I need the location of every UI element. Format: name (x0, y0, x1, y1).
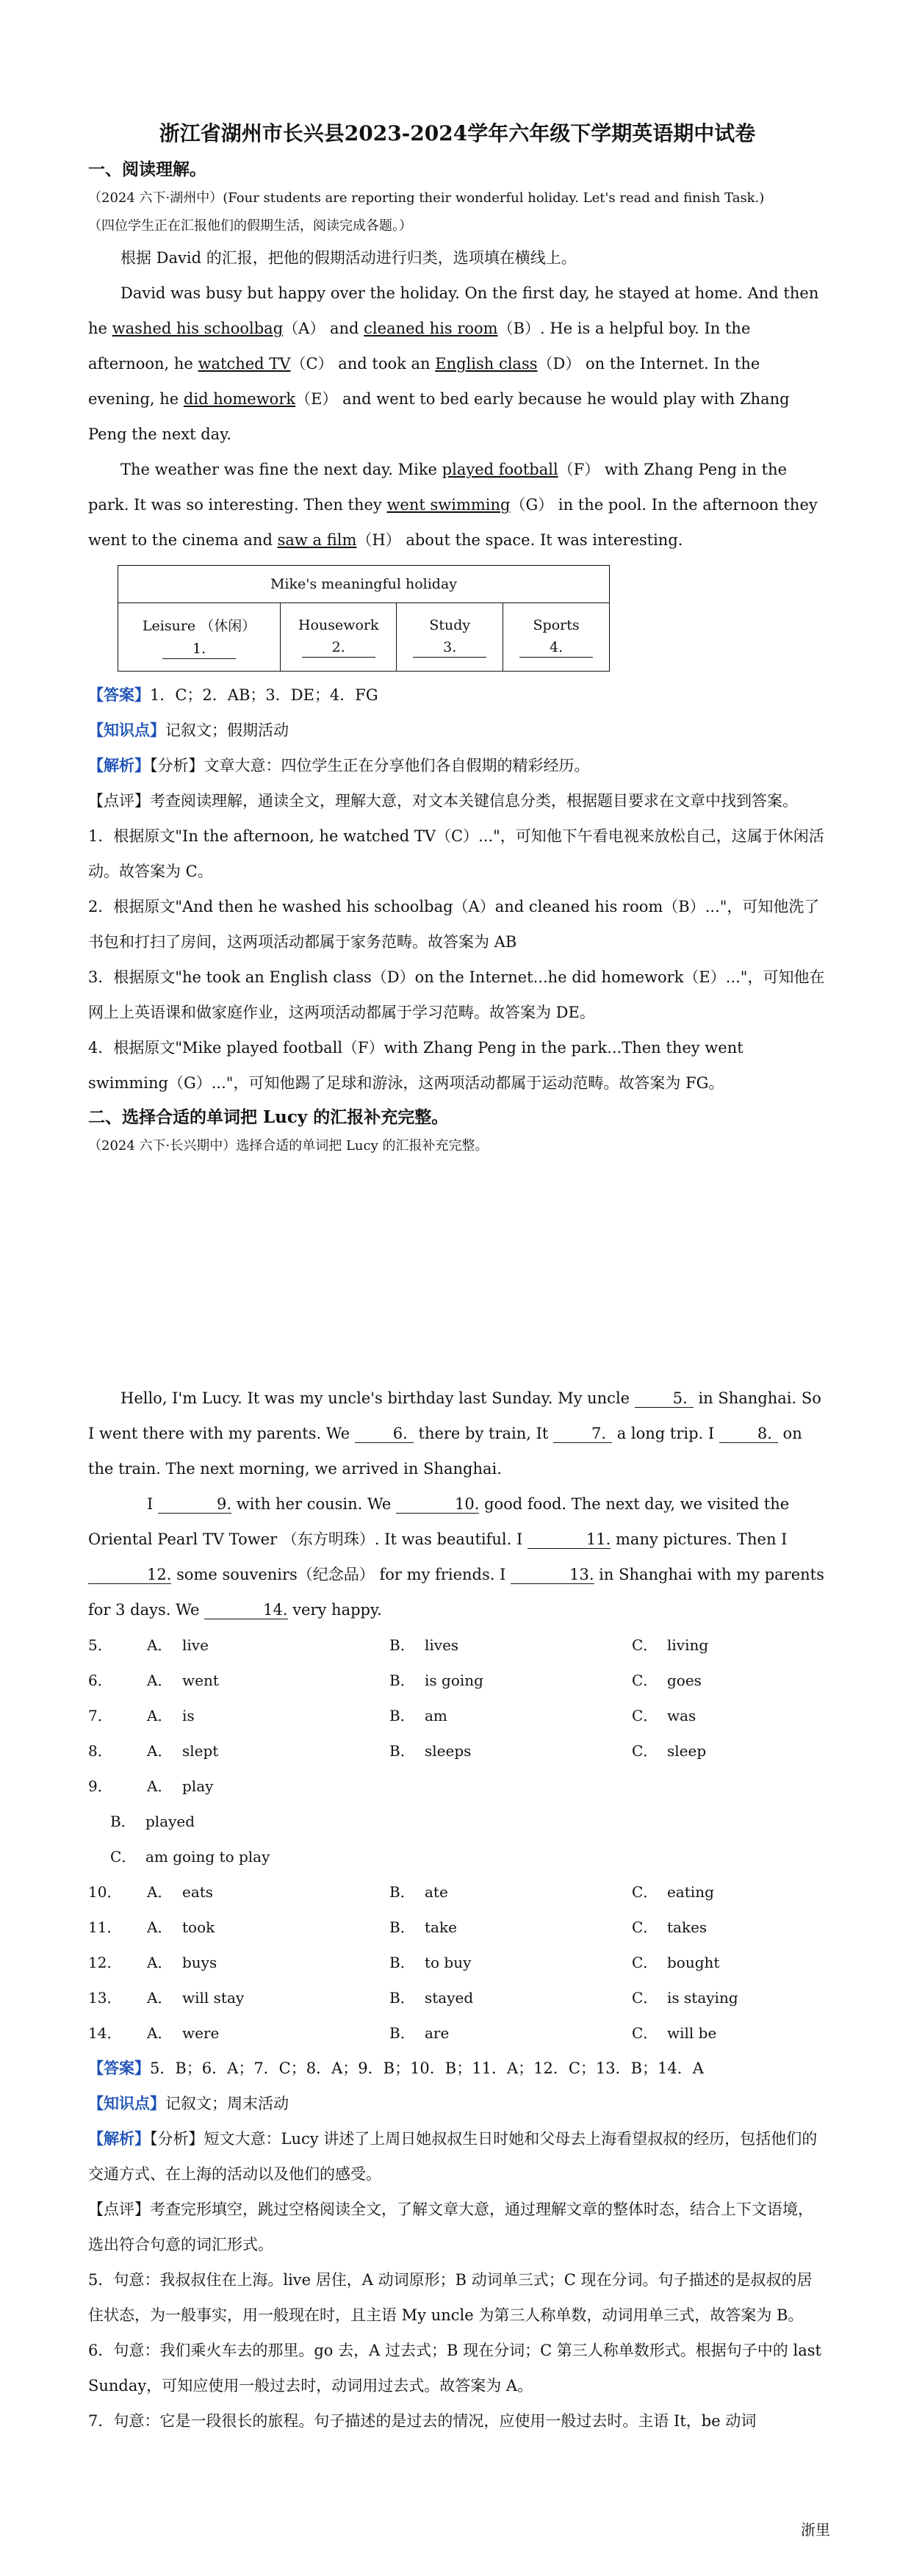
section1-explanation: 2．根据原文"And then he washed his schoolbag（A）and cleaned his room（B）..."，可知他洗了书包和打扫了房间，这两项活动都属于家务范畴。故答案为 AB (88, 898, 820, 951)
section1-knowledge-point: 【知识点】记叙文；假期活动 (88, 721, 289, 739)
section2-comment: 【点评】考查完形填空，跳过空格阅读全文，了解文章大意，通过理解文章的整体时态，结合上下文语境，选出符合句意的词汇形式。 (88, 2201, 813, 2253)
section2-answer: 【答案】5．B；6．A；7．C；8．A；9．B；10．B；11．A；12．C；13．B；14．A (88, 2059, 704, 2077)
option-a[interactable]: play (182, 1777, 214, 1795)
section2-knowledge-point: 【知识点】记叙文；周末活动 (88, 2094, 289, 2112)
option-b[interactable]: B． ate (389, 1883, 448, 1901)
answer-blank[interactable]: 4. (519, 638, 593, 658)
answer-blank[interactable]: 2. (302, 638, 375, 658)
question-number: 13． (88, 1989, 122, 2007)
question-number: 5． (88, 1636, 112, 1654)
option-b[interactable]: B． is going (389, 1672, 483, 1689)
cloze-blank[interactable]: 14. (204, 1601, 287, 1619)
table-cell: Sports 4. (503, 603, 610, 672)
question-row (88, 1945, 827, 1980)
question-row (88, 1698, 827, 1733)
blank-space (88, 1160, 827, 1381)
table-caption: Mike's meaningful holiday (118, 566, 610, 603)
option-a[interactable]: A． will stay (147, 1989, 245, 2007)
cloze-blank[interactable]: 12. (88, 1566, 171, 1584)
option-c[interactable]: C． eating (632, 1883, 714, 1901)
question-number: 7． (88, 1707, 112, 1724)
question-row (88, 1733, 827, 1769)
exam-title: 浙江省湖州市长兴县2023-2024学年六年级下学期英语期中试卷 (159, 121, 756, 145)
option-c[interactable]: am going to play (145, 1848, 270, 1866)
section1-comment: 【点评】考查阅读理解，通读全文，理解大意，对文本关键信息分类，根据题目要求在文章中找到答案。 (88, 792, 798, 810)
option-b[interactable]: B． lives (389, 1636, 459, 1654)
option-c[interactable]: C． was (632, 1707, 696, 1724)
section1-explanation: 3．根据原文"he took an English class（D）on the Internet...he did homework（E）..."，可知他在网上上英语课和做家庭作业，这两项活动都属于学习范畴。故答案为 DE。 (88, 968, 825, 1021)
option-c[interactable]: C． bought (632, 1954, 720, 1971)
holiday-table (118, 565, 610, 672)
section2-source: （2024 六下·长兴期中）选择合适的单词把 Lucy 的汇报补充完整。 (88, 1138, 489, 1154)
option-a[interactable]: A． eats (147, 1883, 214, 1901)
section2-explanation: 7．句意：它是一段很长的旅程。句子描述的是过去的情况，应使用一般过去时。主语 It，be 动词 (88, 2412, 757, 2430)
lucy-paragraph-2: I 9. with her cousin. We 10. good food. The next day, we visited the Oriental Pearl TV Tower （东方明珠）. It was beautiful. I 11. many pictures. Then I 12. some souvenirs（纪念品） for my friends. I 13. in Shanghai with my parents for 3 days. We 14. very happy. (88, 1495, 824, 1619)
section1-explanation: 4．根据原文"Mike played football（F）with Zhang Peng in the park...Then they went swimming（G）..."，可知他踢了足球和游泳，这两项活动都属于运动范畴。故答案为 FG。 (88, 1039, 743, 1092)
section1-answer: 【答案】1．C；2．AB；3．DE；4．FG (88, 686, 378, 704)
option-c[interactable]: C． sleep (632, 1742, 707, 1760)
question-list (88, 1874, 827, 2051)
answer-blank[interactable]: 1. (162, 639, 236, 659)
question-row (88, 1980, 827, 2015)
cloze-blank[interactable]: 6. (355, 1425, 414, 1443)
option-a[interactable]: A． is (147, 1707, 195, 1724)
lucy-paragraph-1: Hello, I'm Lucy. It was my uncle's birthday last Sunday. My uncle 5. in Shanghai. So I went there with my parents. We 6. there by train, It 7. a long trip. I 8. on the train. The next morning, we arrived in Shanghai. (88, 1389, 821, 1478)
question-number: 6． (88, 1672, 112, 1689)
question-number: 10． (88, 1883, 122, 1901)
mike-paragraph: The weather was fine the next day. Mike played football（F） with Zhang Peng in the park. It was so interesting. Then they went swimming（G） in the pool. In the afternoon they went to the cinema and saw a film（H） about the space. It was interesting. (88, 461, 818, 549)
question-number: 11． (88, 1918, 122, 1936)
cloze-blank[interactable]: 5. (635, 1389, 694, 1408)
option-b[interactable]: B． am (389, 1707, 447, 1724)
table-cell: Leisure （休闲） 1. (118, 603, 281, 672)
section1-heading: 一、阅读理解。 (88, 159, 206, 179)
option-c[interactable]: C． living (632, 1636, 709, 1654)
option-b[interactable]: B． are (389, 2024, 450, 2042)
option-a[interactable]: A． slept (147, 1742, 219, 1760)
section1-source: （2024 六下·湖州中）(Four students are reporting their wonderful holiday. Let's read and finish Task.) (88, 190, 765, 206)
option-b[interactable]: B． sleeps (389, 1742, 472, 1760)
question-number: 12． (88, 1954, 122, 1971)
option-b[interactable]: B． take (389, 1918, 457, 1936)
question-row (88, 2015, 827, 2051)
cloze-blank[interactable]: 7. (553, 1425, 612, 1443)
section2-heading: 二、选择合适的单词把 Lucy 的汇报补充完整。 (88, 1107, 449, 1127)
page-footer: 浙里 (801, 2521, 830, 2539)
option-b[interactable]: B． stayed (389, 1989, 474, 2007)
question-row (88, 1874, 827, 1910)
option-a[interactable]: A． took (147, 1918, 215, 1936)
cloze-blank[interactable]: 10. (396, 1495, 479, 1514)
question-9: 9． A． play B． played C． am going to play (88, 1769, 827, 1874)
question-list (88, 1627, 827, 1769)
option-c[interactable]: C． is staying (632, 1989, 738, 2007)
question-number: 8． (88, 1742, 112, 1760)
question-number: 14． (88, 2024, 122, 2042)
option-c[interactable]: C． goes (632, 1672, 702, 1689)
section1-source-cn: （四位学生正在汇报他们的假期生活，阅读完成各题。） (88, 218, 412, 234)
option-a[interactable]: A． buys (147, 1954, 217, 1971)
answer-blank[interactable]: 3. (413, 638, 486, 658)
option-c[interactable]: C． takes (632, 1918, 707, 1936)
section2-analysis: 【解析】【分析】短文大意：Lucy 讲述了上周日她叔叔生日时她和父母去上海看望叔叔的经历，包括他们的交通方式、在上海的活动以及他们的感受。 (88, 2129, 818, 2183)
option-a[interactable]: A． went (147, 1672, 219, 1689)
option-a[interactable]: A． live (147, 1636, 209, 1654)
option-a[interactable]: A． were (147, 2024, 220, 2042)
cloze-blank[interactable]: 11. (527, 1530, 611, 1549)
david-paragraph: David was busy but happy over the holiday. On the first day, he stayed at home. And then he washed his schoolbag（A） and cleaned his room（B）. He is a helpful boy. In the afternoon, he watched TV（C） and took an English class（D） on the Internet. In the evening, he did homework（E） and went to bed early because he would play with Zhang Peng the next day. (88, 284, 819, 443)
cloze-blank[interactable]: 8. (719, 1425, 778, 1443)
exam-page (88, 110, 827, 2439)
option-c[interactable]: C． will be (632, 2024, 717, 2042)
question-row (88, 1627, 827, 1663)
question-row (88, 1663, 827, 1698)
question-row (88, 1910, 827, 1945)
cloze-blank[interactable]: 13. (511, 1566, 594, 1584)
section1-explanation: 1．根据原文"In the afternoon, he watched TV（C）..."，可知他下午看电视来放松自己，这属于休闲活动。故答案为 C。 (88, 827, 824, 880)
option-b[interactable]: B． to buy (389, 1954, 472, 1971)
option-b[interactable]: played (145, 1813, 195, 1830)
cloze-blank[interactable]: 9. (158, 1495, 231, 1514)
section1-analysis: 【解析】【分析】文章大意：四位学生正在分享他们各自假期的精彩经历。 (88, 756, 590, 774)
section2-explanation: 6．句意：我们乘火车去的那里。go 去，A 过去式；B 现在分词；C 第三人称单数形式。根据句子中的 last Sunday，可知应使用一般过去时，动词用过去式。故答案为 A。 (88, 2342, 821, 2395)
section2-explanation: 5．句意：我叔叔住在上海。live 居住，A 动词原形；B 动词单三式；C 现在分词。句子描述的是叔叔的居住状态，为一般事实，用一般现在时，且主语 My uncle 为第三人称单数，动词用单三式，故答案为 B。 (88, 2271, 813, 2324)
section1-instruction: 根据 David 的汇报，把他的假期活动进行归类，选项填在横线上。 (120, 249, 577, 267)
table-cell: Study 3. (397, 603, 503, 672)
table-cell: Housework 2. (281, 603, 397, 672)
